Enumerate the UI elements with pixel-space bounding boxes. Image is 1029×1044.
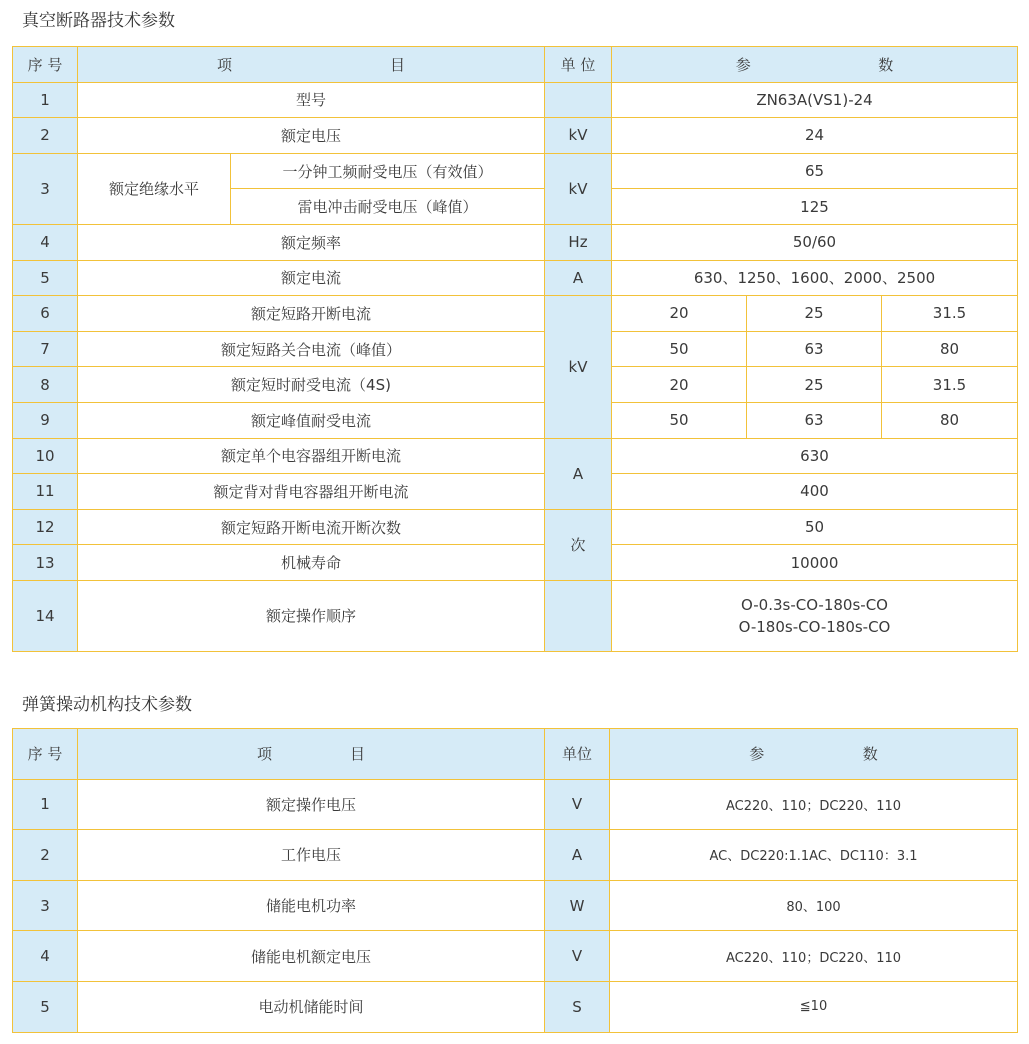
table-header — [13, 729, 1018, 780]
table-row: 9 额定峰值耐受电流 50 63 80 — [13, 402, 1018, 438]
table-header — [13, 47, 1018, 83]
table-row: 14 额定操作顺序 O-0.3s-CO-180s-CO O-180s-CO-180s-CO — [13, 580, 1018, 651]
table-row: 2 额定电压 kV 24 — [13, 118, 1018, 154]
table-row: 6 额定短路开断电流 kV 20 25 31.5 — [13, 296, 1018, 332]
table-row: 13 机械寿命 10000 — [13, 545, 1018, 581]
table-row: 1 型号 ZN63A(VS1)-24 — [13, 82, 1018, 118]
header-seq: 序 号 — [13, 729, 78, 780]
table-row: 3 额定绝缘水平 一分钟工频耐受电压（有效值） kV 65 — [13, 153, 1018, 189]
header-unit: 单 位 — [545, 47, 612, 83]
breaker-params-table — [12, 46, 1018, 652]
table-row: 8 额定短时耐受电流（4S) 20 25 31.5 — [13, 367, 1018, 403]
table-row: 雷电冲击耐受电压（峰值） 125 — [13, 189, 1018, 225]
header-seq: 序 号 — [13, 47, 78, 83]
table-row: 10 额定单个电容器组开断电流 A 630 — [13, 438, 1018, 474]
table-row: 3 储能电机功率 W 80、100 — [13, 880, 1018, 931]
header-param: 参 数 — [612, 47, 1018, 83]
table-row: 5 电动机储能时间 S ≦10 — [13, 981, 1018, 1032]
header-item: 项 目 — [78, 729, 545, 780]
table-row: 4 额定频率 Hz 50/60 — [13, 224, 1018, 260]
table-row: 7 额定短路关合电流（峰值） 50 63 80 — [13, 331, 1018, 367]
header-item: 项 目 — [78, 47, 545, 83]
insulation-group-label: 额定绝缘水平 — [78, 153, 231, 224]
section-title-spring-mechanism: 弹簧操动机构技术参数 — [22, 695, 192, 715]
header-unit: 单位 — [545, 729, 610, 780]
header-param: 参 数 — [610, 729, 1018, 780]
table-row: 1 额定操作电压 V AC220、110；DC220、110 — [13, 779, 1018, 830]
table-row: 11 额定背对背电容器组开断电流 400 — [13, 474, 1018, 510]
table-row: 2 工作电压 A AC、DC220:1.1AC、DC110：3.1 — [13, 830, 1018, 881]
table-row: 12 额定短路开断电流开断次数 次 50 — [13, 509, 1018, 545]
table-row: 4 储能电机额定电压 V AC220、110；DC220、110 — [13, 931, 1018, 982]
table-row: 5 额定电流 A 630、1250、1600、2000、2500 — [13, 260, 1018, 296]
spring-mechanism-params-table — [12, 728, 1018, 1033]
section-title-breaker: 真空断路器技术参数 — [22, 11, 175, 31]
